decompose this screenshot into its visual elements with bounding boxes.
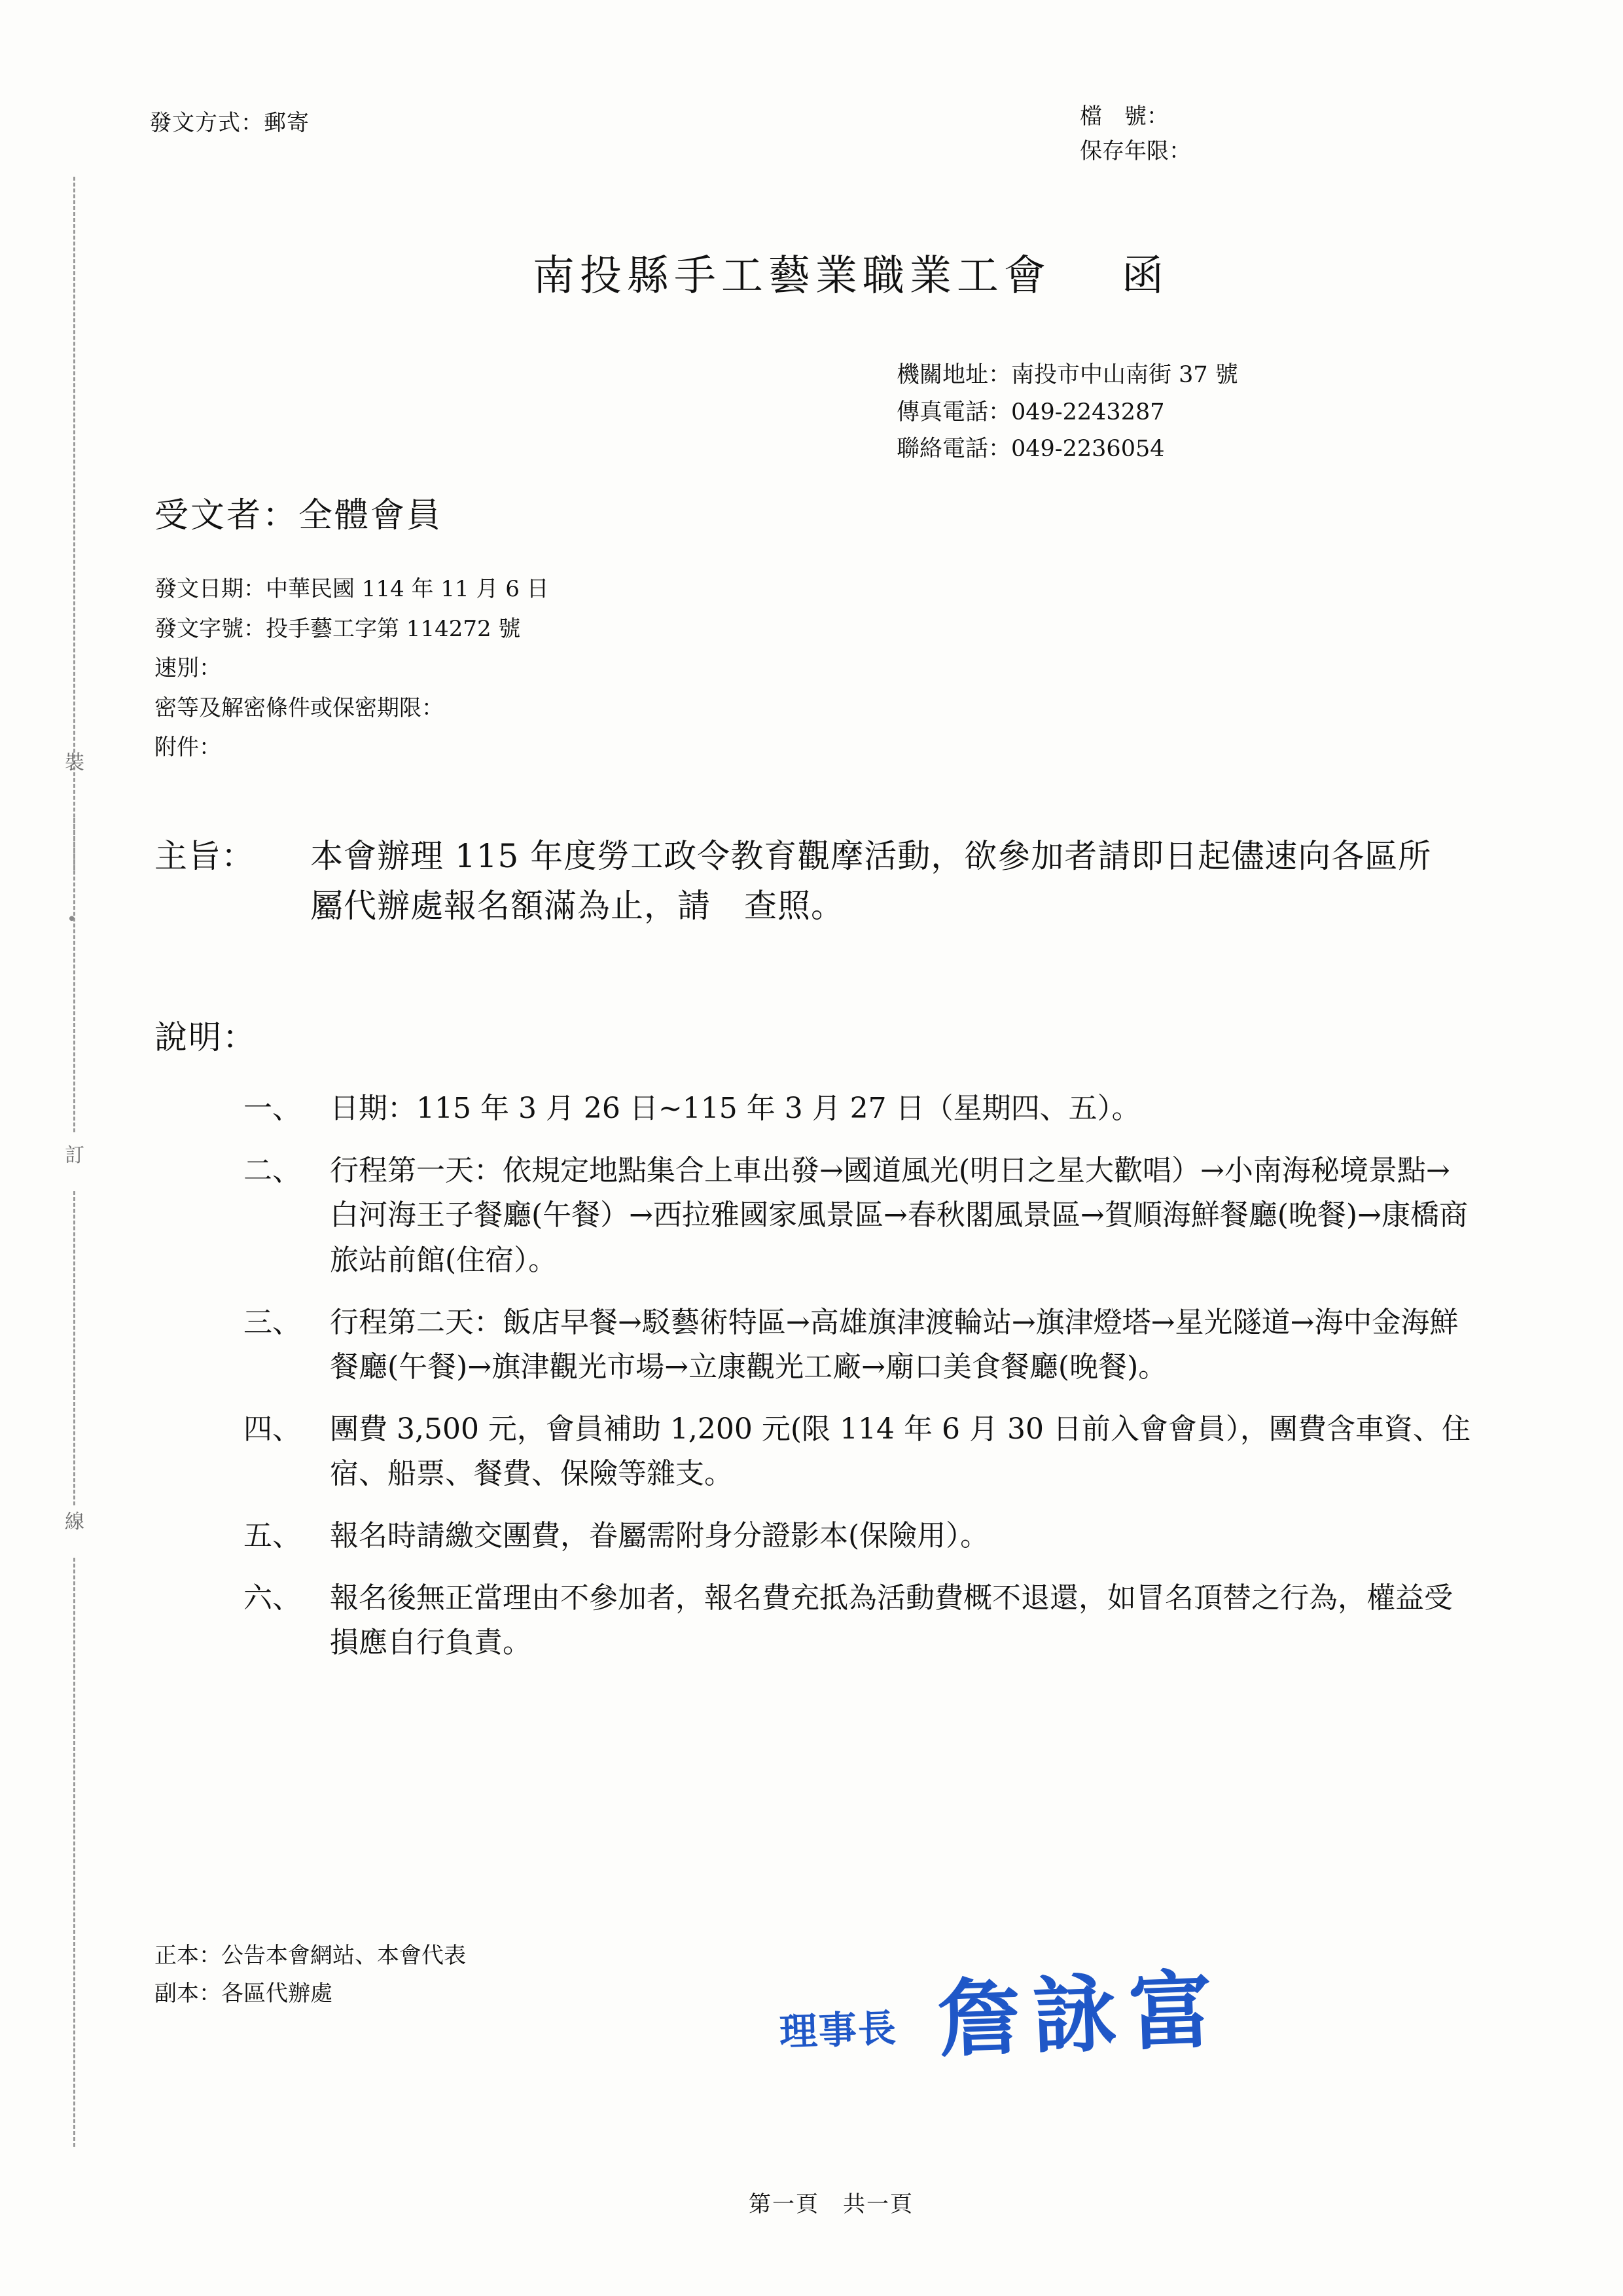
file-number-label: 檔 號：	[1080, 103, 1169, 130]
agency-contact-block	[897, 357, 1238, 468]
explanation-items	[243, 1086, 1474, 1683]
list-item-text: 行程第一天：依規定地點集合上車出發→國道風光(明日之星大歡唱）→小南海秘境景點→白河海王子餐廳(午餐）→西拉雅國家風景區→春秋閣風景區→賀順海鮮餐廳(晚餐)→康橋商旅站前館(住宿）。	[330, 1153, 1468, 1277]
list-item-number: 二、	[243, 1153, 301, 1187]
distribution-block	[154, 1937, 466, 2013]
binding-dash-line	[73, 818, 75, 1132]
binding-char-zhuang: 裝	[65, 751, 84, 774]
agency-phone: 聯絡電話：049-2236054	[897, 436, 1165, 463]
page-title	[0, 242, 1623, 302]
dispatch-method: 發文方式：郵寄	[149, 110, 310, 136]
organization-name: 南投縣手工藝業職業工會	[532, 252, 1051, 300]
list-item	[243, 1407, 1474, 1497]
list-item-text: 團費 3,500 元，會員補助 1,200 元(限 114 年 6 月 30 日前入會會員），團費含車資、住宿、船票、餐費、保險等雜支。	[330, 1412, 1471, 1491]
binding-char-xian: 線	[65, 1511, 84, 1534]
list-item-text: 日期：115 年 3 月 26 日~115 年 3 月 27 日（星期四、五）。	[330, 1092, 1141, 1125]
list-item-text: 行程第二天：飯店早餐→駁藝術特區→高雄旗津渡輪站→旗津燈塔→星光隧道→海中金海鮮餐廳(午餐)→旗津觀光市場→立康觀光工廠→廟口美食餐廳(晚餐)。	[330, 1305, 1459, 1384]
document-meta-block	[154, 569, 549, 768]
distribution-original: 正本：公告本會網站、本會代表	[154, 1943, 466, 1969]
dispatch-serial: 發文字號：投手藝工字第 114272 號	[154, 615, 521, 642]
binding-dash-line	[73, 1191, 75, 1505]
list-item	[243, 1149, 1474, 1283]
list-item	[243, 1086, 1474, 1132]
list-item-text: 報名後無正當理由不參加者，報名費充抵為活動費概不退還，如冒名頂替之行為，權益受損應自行負責。	[330, 1581, 1453, 1660]
retention-label: 保存年限：	[1080, 137, 1191, 164]
list-item-number: 一、	[243, 1092, 301, 1125]
list-item-number: 六、	[243, 1581, 301, 1615]
signature-name: 詹詠富	[936, 1961, 1226, 2070]
binding-char-ding: 訂	[65, 1144, 84, 1167]
secrecy-label: 密等及解密條件或保密期限：	[154, 694, 444, 721]
list-item	[243, 1576, 1474, 1666]
binding-dot: •	[67, 910, 77, 929]
list-item	[243, 1300, 1474, 1390]
agency-fax: 傳真電話：049-2243287	[897, 399, 1165, 425]
list-item-number: 五、	[243, 1519, 301, 1552]
list-item-number: 三、	[243, 1305, 301, 1339]
agency-address: 機關地址：南投市中山南街 37 號	[897, 362, 1238, 388]
page-number: 第一頁 共一頁	[749, 2191, 914, 2217]
list-item-number: 四、	[243, 1412, 301, 1446]
speed-label: 速別：	[154, 655, 221, 682]
subject-text: 本會辦理 115 年度勞工政令教育觀摩活動，欲參加者請即日起儘速向各區所屬代辦處報名額滿為止，請 查照。	[310, 837, 1432, 925]
distribution-copy: 副本：各區代辦處	[154, 1980, 332, 2007]
dispatch-date: 發文日期：中華民國 114 年 11 月 6 日	[154, 576, 549, 602]
binding-dash-line	[73, 1558, 75, 2147]
signature	[777, 1943, 1226, 2079]
subject-label: 主旨：	[154, 837, 255, 875]
signature-role: 理事長	[778, 2005, 899, 2054]
list-item	[243, 1514, 1474, 1559]
list-item-text: 報名時請繳交團費，眷屬需附身分證影本(保險用）。	[330, 1519, 990, 1552]
attachment-label: 附件：	[154, 734, 221, 761]
recipient-line: 受文者：全體會員	[154, 496, 443, 535]
header-right-block	[1080, 99, 1191, 168]
subject-block	[154, 831, 1457, 931]
explanation-label: 說明：	[154, 1018, 257, 1056]
document-kind: 函	[1122, 252, 1169, 300]
